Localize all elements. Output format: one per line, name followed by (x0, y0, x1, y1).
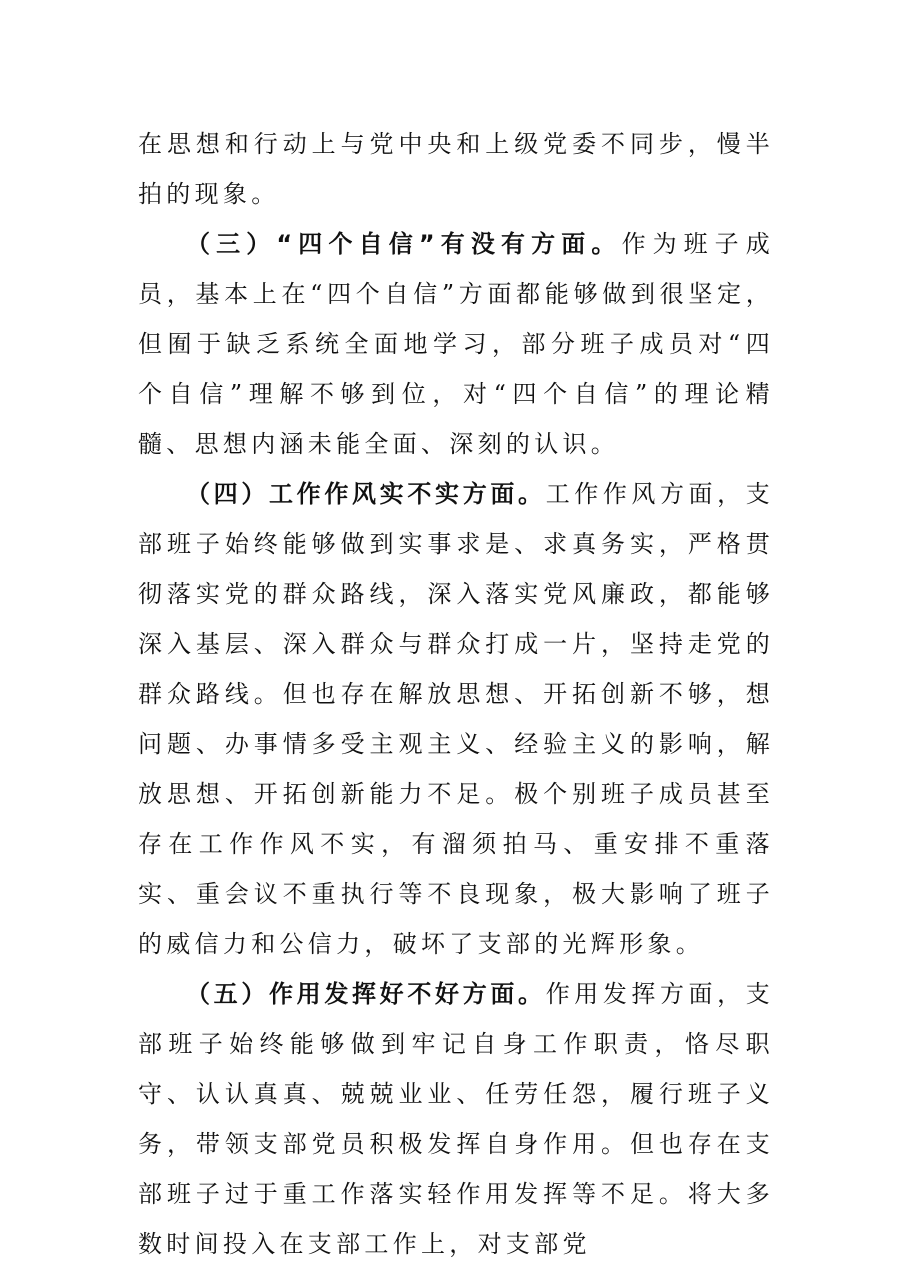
paragraph-section-4 (138, 469, 774, 969)
section-heading: （四）工作作风实不实方面。 (186, 480, 546, 508)
paragraph-section-5 (138, 969, 774, 1269)
paragraph-body: 在思想和行动上与党中央和上级党委不同步，慢半拍的现象。 (138, 130, 774, 208)
paragraph-section-3 (138, 219, 774, 469)
section-heading: （五）作用发挥好不好方面。 (186, 980, 546, 1008)
paragraph-body: 作为班子成员，基本上在“四个自信”方面都能够做到很坚定，但囿于缺乏系统全面地学习，部分班子成员对“四个自信”理解不够到位，对“四个自信”的理论精髓、思想内涵未能全面、深刻的认识。 (138, 230, 774, 458)
paragraph-body: 工作作风方面，支部班子始终能够做到实事求是、求真务实，严格贯彻落实党的群众路线，深入落实党风廉政，都能够深入基层、深入群众与群众打成一片，坚持走党的群众路线。但也存在解放思想、开拓创新不够，想问题、办事情多受主观主义、经验主义的影响，解放思想、开拓创新能力不足。极个别班子成员甚至存在工作作风不实，有溜须拍马、重安排不重落实、重会议不重执行等不良现象，极大影响了班子的威信力和公信力，破坏了支部的光辉形象。 (138, 480, 774, 958)
section-heading: （三）“四个自信”有没有方面。 (186, 230, 622, 258)
paragraph-continuation (138, 119, 774, 219)
paragraph-body: 作用发挥方面，支部班子始终能够做到牢记自身工作职责，恪尽职守、认认真真、兢兢业业、任劳任怨，履行班子义务，带领支部党员积极发挥自身作用。但也存在支部班子过于重工作落实轻作用发挥等不足。将大多数时间投入在支部工作上，对支部党 (138, 980, 774, 1258)
document-body (138, 119, 774, 1269)
